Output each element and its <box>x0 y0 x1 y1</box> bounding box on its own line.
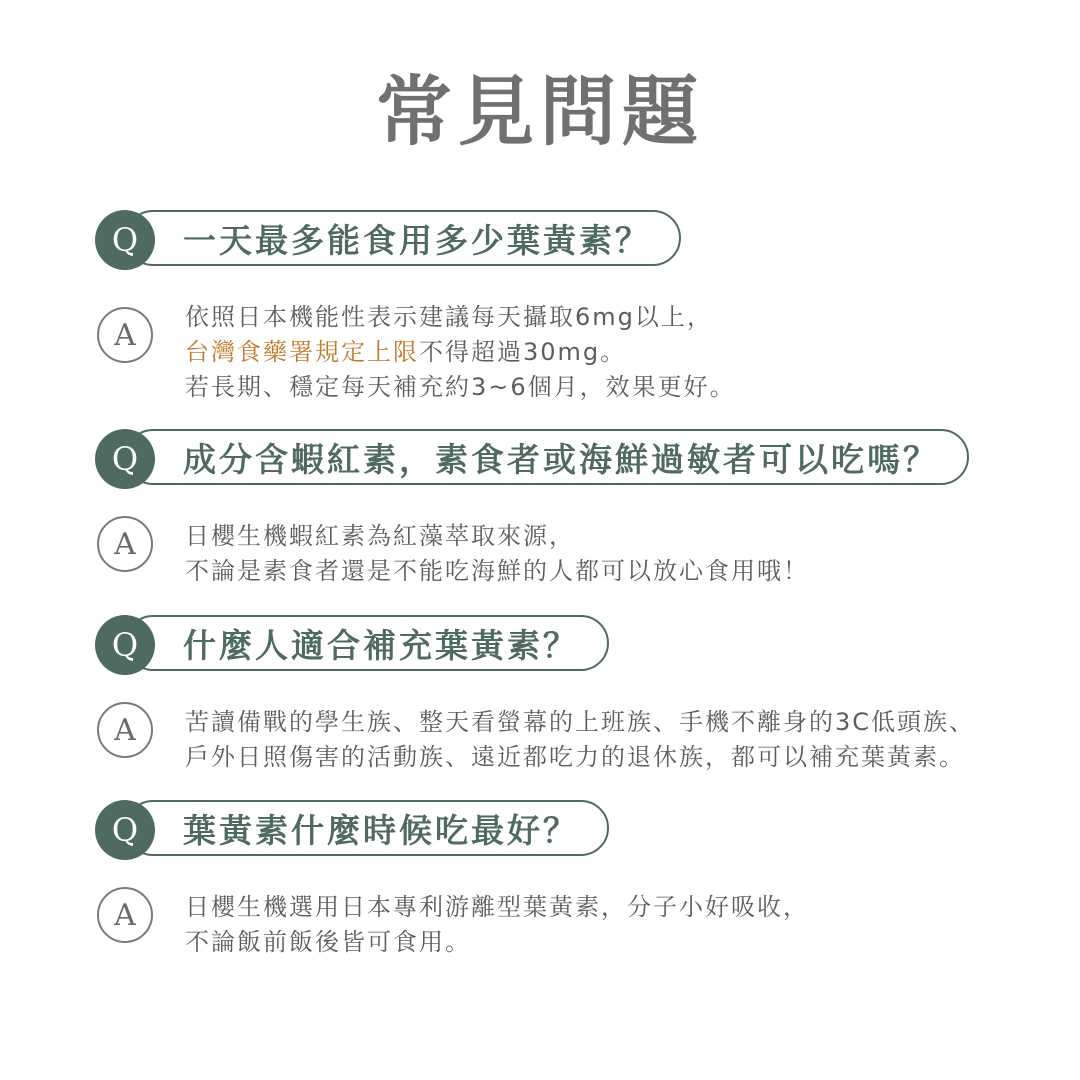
answer-line: 戶外日照傷害的活動族、遠近都吃力的退休族，都可以補充葉黃素。 <box>185 743 965 771</box>
answer-line-rest: 不得超過30mg。 <box>419 338 627 366</box>
answer-line: 日櫻生機選用日本專利游離型葉黃素，分子小好吸收， <box>185 893 809 921</box>
question-text: 葉黃素什麼時候吃最好？ <box>183 810 579 850</box>
answer-line: 不論飯前飯後皆可食用。 <box>185 928 471 956</box>
answer-text <box>185 705 995 775</box>
page-title: 常見問題 <box>376 67 704 156</box>
a-badge-icon: A <box>97 702 153 758</box>
answer-line: 苦讀備戰的學生族、整天看螢幕的上班族、手機不離身的3C低頭族、 <box>185 708 976 736</box>
answer-row <box>95 890 995 960</box>
answer-row <box>95 519 995 589</box>
a-badge-icon: A <box>97 516 153 572</box>
faq-item-1 <box>95 210 995 405</box>
answer-highlight: 台灣食藥署規定上限 <box>185 338 419 366</box>
answer-line <box>185 335 995 370</box>
answer-line: 日櫻生機蝦紅素為紅藻萃取來源， <box>185 522 575 550</box>
question-pill <box>125 800 609 856</box>
question-row <box>95 800 995 860</box>
answer-line: 依照日本機能性表示建議每天攝取6mg以上， <box>185 303 713 331</box>
faq-item-2 <box>95 429 995 589</box>
a-badge-icon: A <box>97 887 153 943</box>
question-text: 一天最多能食用多少葉黃素？ <box>183 220 651 260</box>
q-badge-icon: Q <box>95 615 155 675</box>
answer-line: 若長期、穩定每天補充約3~6個月，效果更好。 <box>185 373 736 401</box>
question-pill <box>125 429 969 485</box>
question-pill <box>125 615 609 671</box>
answer-line: 不論是素食者還是不能吃海鮮的人都可以放心食用哦！ <box>185 557 809 585</box>
question-text: 成分含蝦紅素，素食者或海鮮過敏者可以吃嗎？ <box>183 439 939 479</box>
question-row <box>95 615 995 675</box>
a-badge-icon: A <box>97 307 153 363</box>
q-badge-icon: Q <box>95 800 155 860</box>
question-text: 什麼人適合補充葉黃素？ <box>183 625 579 665</box>
question-row <box>95 429 995 489</box>
answer-text <box>185 519 995 589</box>
question-row <box>95 210 995 270</box>
answer-row <box>95 300 995 405</box>
q-badge-icon: Q <box>95 210 155 270</box>
question-pill <box>125 210 681 266</box>
answer-text <box>185 300 995 405</box>
answer-text <box>185 890 995 960</box>
answer-row <box>95 705 995 775</box>
faq-item-3 <box>95 615 995 775</box>
q-badge-icon: Q <box>95 429 155 489</box>
faq-item-4 <box>95 800 995 960</box>
